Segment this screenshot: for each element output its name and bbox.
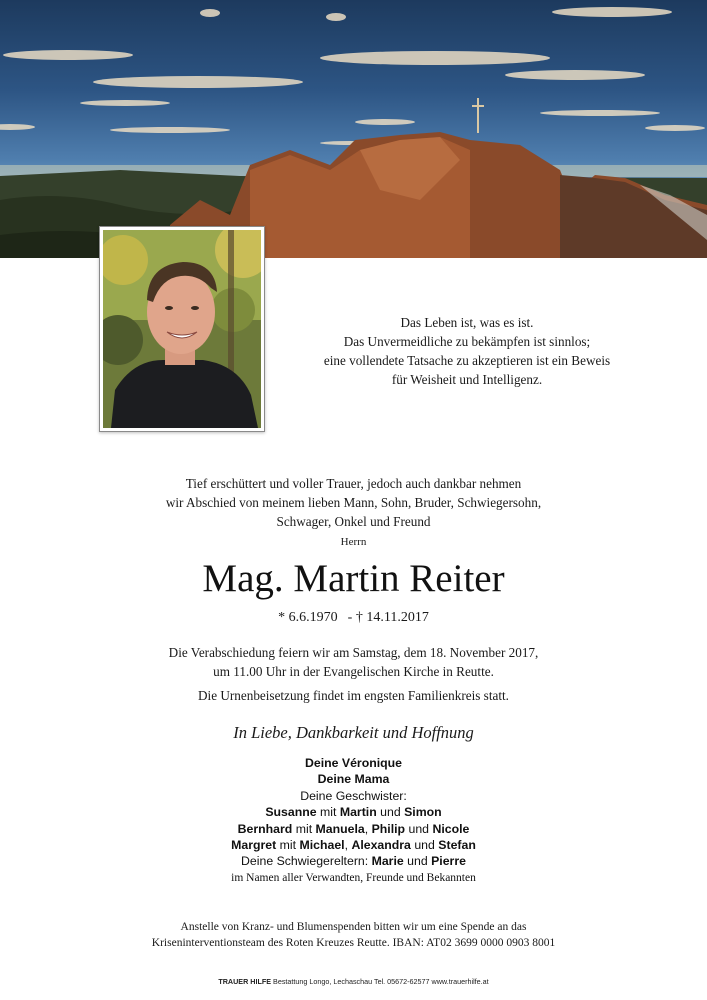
quote-line: eine vollendete Tatsache zu akzeptieren ist ein Beweis xyxy=(323,353,611,368)
sibling-line: Margret mit Michael, Alexandra und Stefan xyxy=(231,838,476,853)
salutation: Herrn xyxy=(340,536,367,548)
intro-text xyxy=(100,474,607,531)
family-list xyxy=(0,755,707,886)
life-dates xyxy=(0,608,707,628)
portrait-frame xyxy=(99,226,265,432)
motto: In Liebe, Dankbarkeit und Hoffnung xyxy=(233,723,474,742)
death-date: - † 14.11.2017 xyxy=(347,610,429,625)
ceremony-info xyxy=(100,643,607,705)
donation-note xyxy=(100,920,607,951)
quote-block xyxy=(292,313,642,389)
intro-line: Tief erschüttert und voller Trauer, jedoch auch dankbar nehmen xyxy=(185,476,522,491)
donation-line: Anstelle von Kranz- und Blumenspenden bitten wir um eine Spende an das xyxy=(180,921,527,933)
deceased-name: Mag. Martin Reiter xyxy=(202,557,505,600)
mountain-landscape-icon xyxy=(0,0,707,258)
inlaws-line: Deine Schwiegereltern: Marie und Pierre xyxy=(241,854,466,869)
footer xyxy=(0,977,707,986)
intro-line: Schwager, Onkel und Freund xyxy=(276,514,431,529)
birth-date: * 6.6.1970 xyxy=(278,610,338,625)
siblings-label: Deine Geschwister: xyxy=(300,788,407,803)
family-closing: im Namen aller Verwandten, Freunde und Bekannten xyxy=(231,871,476,884)
quote-line: Das Leben ist, was es ist. xyxy=(400,315,534,330)
intro-line: wir Abschied von meinem lieben Mann, Sohn, Bruder, Schwiegersohn, xyxy=(165,495,542,510)
portrait-photo-icon xyxy=(103,230,261,428)
sibling-line: Bernhard mit Manuela, Philip und Nicole xyxy=(237,821,470,836)
mountain-landscape-banner xyxy=(0,0,707,258)
ceremony-line: um 11.00 Uhr in der Evangelischen Kirche in Reutte. xyxy=(213,664,494,679)
quote-line: Das Unvermeidliche zu bekämpfen ist sinnlos; xyxy=(343,334,591,349)
footer-text: Bestattung Longo, Lechaschau Tel. 05672-62577 www.trauerhilfe.at xyxy=(271,977,489,986)
family-mother: Deine Mama xyxy=(317,772,390,787)
ceremony-line: Die Verabschiedung feiern wir am Samstag, dem 18. November 2017, xyxy=(168,645,539,660)
footer-brand: TRAUER HILFE xyxy=(218,977,272,986)
family-wife: Deine Véronique xyxy=(304,756,403,770)
sibling-line: Susanne mit Martin und Simon xyxy=(265,805,442,820)
urn-burial-line: Die Urnenbeisetzung findet im engsten Familienkreis statt. xyxy=(198,688,509,703)
donation-line: Kriseninterventionsteam des Roten Kreuzes Reutte. IBAN: AT02 3699 0000 0903 8001 xyxy=(151,936,556,949)
quote-line: für Weisheit und Intelligenz. xyxy=(391,372,543,387)
